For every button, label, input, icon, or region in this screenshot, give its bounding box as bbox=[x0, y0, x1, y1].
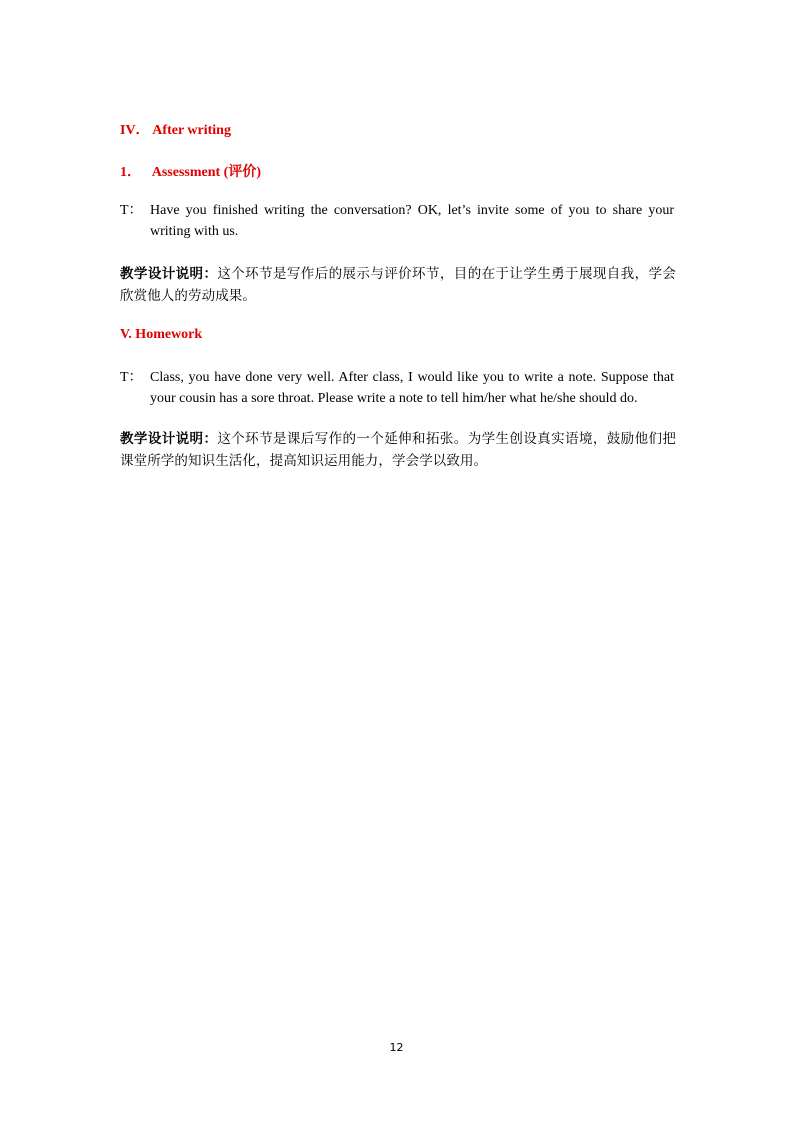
design-note-label: 教学设计说明： bbox=[120, 266, 218, 282]
speaker-label: T： bbox=[120, 203, 143, 218]
speaker-label: T： bbox=[120, 370, 143, 385]
teacher-dialogue-1 bbox=[120, 200, 674, 242]
section-title: After writing bbox=[152, 123, 231, 138]
page-number: 12 bbox=[389, 1041, 404, 1054]
subsection-number: 1． bbox=[120, 165, 141, 180]
design-note-text: 这个环节是写作后的展示与评价环节，目的在于让学生勇于展现自我，学会欣赏他人的劳动成果。 bbox=[120, 266, 676, 304]
dialogue-text: Have you finished writing the conversation? OK, let’s invite some of you to share your writing with us. bbox=[150, 203, 674, 239]
design-note-text: 这个环节是课后写作的一个延伸和拓张。为学生创设真实语境，鼓励他们把课堂所学的知识生活化，提高知识运用能力，学会学以致用。 bbox=[120, 431, 676, 469]
design-note-2 bbox=[120, 428, 676, 472]
design-note-label: 教学设计说明： bbox=[120, 431, 218, 447]
section-heading-homework bbox=[120, 327, 202, 343]
design-note-1 bbox=[120, 263, 676, 307]
teacher-dialogue-2 bbox=[120, 367, 674, 409]
subsection-title: Assessment (评价) bbox=[151, 165, 261, 180]
dialogue-text: Class, you have done very well. After class, I would like you to write a note. Suppose that your cousin has a sore throat. Please write a note to tell him/her what he/she should do. bbox=[150, 370, 674, 406]
section-heading-after-writing bbox=[120, 119, 231, 139]
section-roman-numeral: IV． bbox=[120, 123, 150, 138]
subsection-heading-assessment bbox=[120, 161, 261, 181]
section-title: V. Homework bbox=[120, 327, 203, 342]
